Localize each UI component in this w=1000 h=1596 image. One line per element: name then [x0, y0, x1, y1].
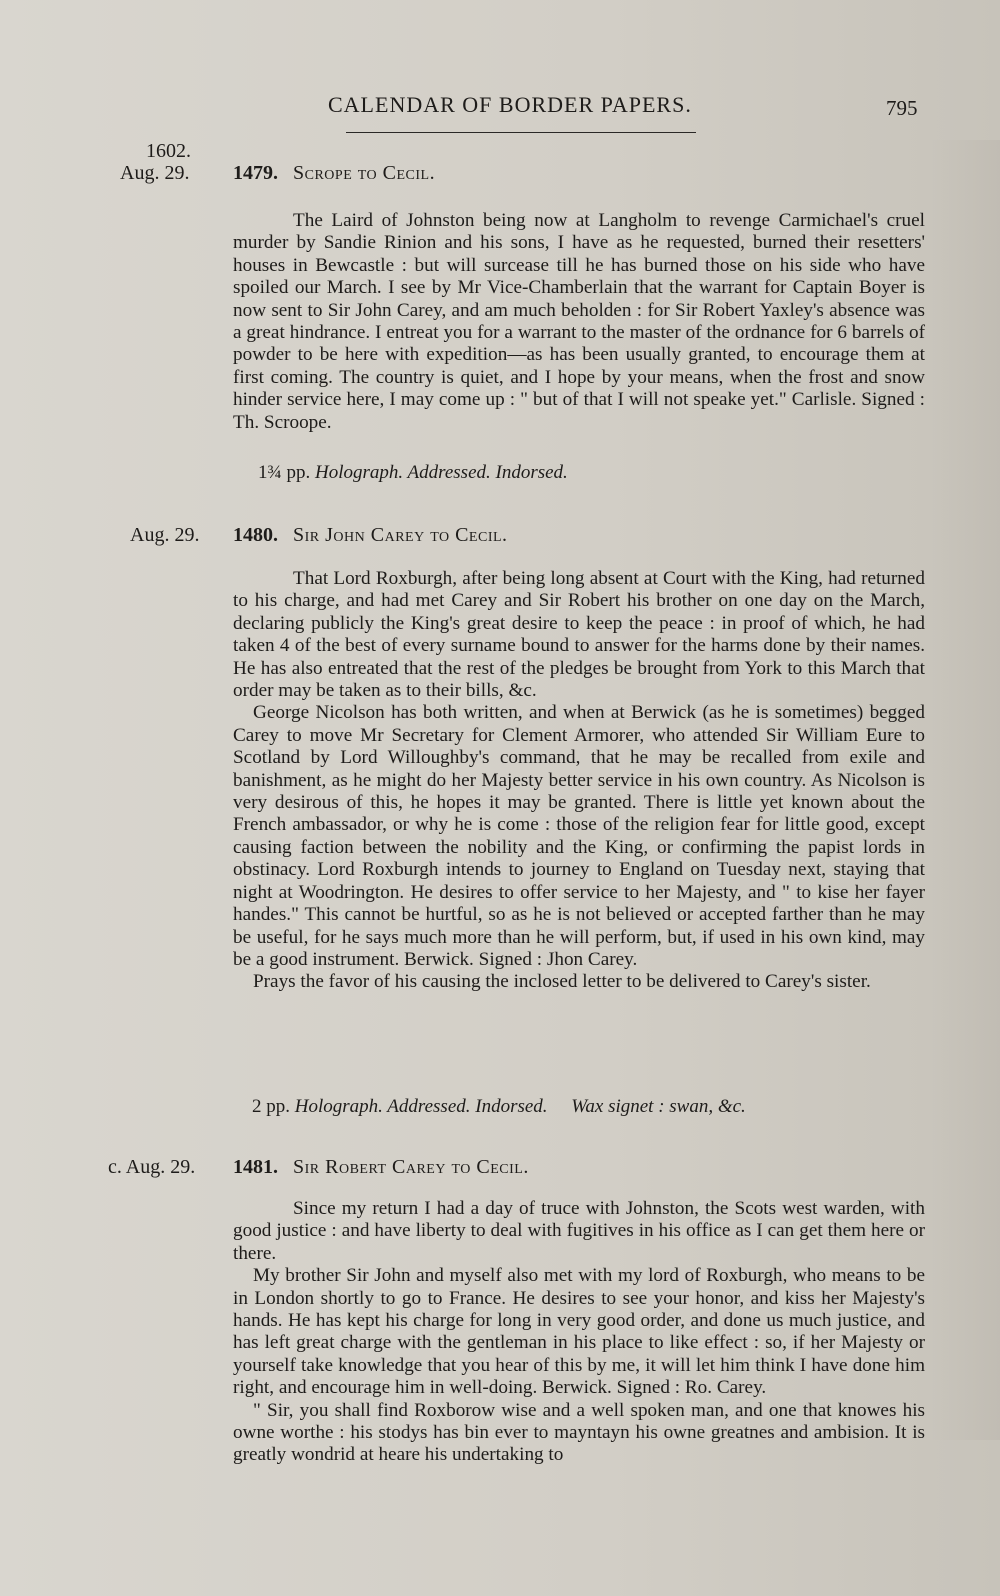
entry-heading — [233, 524, 508, 547]
page-shadow — [930, 140, 1000, 1440]
header-rule — [346, 132, 696, 133]
paragraph: Since my return I had a day of truce with Johnston, the Scots west warden, with good justice : and have liberty to deal with fugitives in his office as I can get them here or there. — [233, 1198, 925, 1264]
entry-body — [233, 1198, 925, 1467]
entry-body — [233, 210, 925, 434]
entry-date: Aug. 29. — [120, 162, 190, 184]
paragraph: My brother Sir John and myself also met with my lord of Roxburgh, who means to be in London shortly to go to France. He desires to see your honor, and kiss her Majesty's hands. He has kept his charge for long in very good order, and done us much justice, and has left great charge with the gentleman in his place to like effect : so, if her Majesty or yourself take knowledge that you hear of this by me, it will let him think I have done him right, and encourage him in well-doing. Berwick. Signed : Ro. Carey. — [233, 1265, 925, 1399]
entry-title: Sir Robert Carey to Cecil. — [293, 1156, 529, 1178]
entry-number: 1481. — [233, 1156, 278, 1178]
entry-date: Aug. 29. — [130, 524, 200, 546]
paragraph: " Sir, you shall find Roxborow wise and a well spoken man, and one that knowes his owne worthe : his stodys has bin ever to mayntayn his owne greatnes and ambision. It is greatly wondrid at heare his undertaking to — [233, 1399, 925, 1466]
paragraph: The Laird of Johnston being now at Langholm to revenge Carmichael's cruel murder by Sandie Rinion and his sons, I have as he requested, burned their resetters' houses in Bewcastle : but will surcease till he has burned those on his side who have spoiled our March. I see by Mr Vice-Chamberlain that the warrant for Captain Boyer is now sent to Sir John Carey, and am much beholden : for Sir Robert Yaxley's absence was a great hindrance. I entreat you for a warrant to the master of the ordnance for 6 barrels of powder to be here with expedition—as has been usually granted, to encourage them at first coming. The country is quiet, and I hope by your means, when the frost and snow hinder service here, I may come up : " but of that I will not speake yet." Carlisle. Signed : Th. Scroope. — [233, 210, 925, 433]
margin-year: 1602. — [146, 140, 191, 162]
entry-heading — [233, 1156, 529, 1179]
paragraph: Prays the favor of his causing the inclosed letter to be delivered to Carey's sister. — [253, 971, 871, 993]
running-title: CALENDAR OF BORDER PAPERS. — [328, 92, 692, 117]
paragraph: That Lord Roxburgh, after being long absent at Court with the King, had returned to his charge, and had met Carey and Sir Robert his brother on one day on the March, declaring publicly the King's great desire to keep the peace : in proof of which, he had taken 4 of the best of every surname bound to answer for the harms done by their names. He has also entreated that the rest of the pledges be brought from York to this March that order may be taken as to their bills, &c. — [233, 568, 925, 702]
entry-heading — [233, 162, 435, 185]
entry-date: c. Aug. 29. — [108, 1156, 196, 1178]
note-text: Holograph. Addressed. Indorsed. — [315, 462, 568, 483]
page-number: 795 — [886, 96, 918, 120]
entry-title: Scrope to Cecil. — [293, 162, 436, 184]
note-pages: 1¾ pp. — [258, 462, 311, 483]
entry-title: Sir John Carey to Cecil. — [293, 524, 508, 546]
paragraph: George Nicolson has both written, and when at Berwick (as he is sometimes) begged Carey to move Mr Secretary for Clement Armorer, who attended Sir William Eure to Scotland by Lord Willoughby's command, that he may be recalled from exile and banishment, as he might do her Majesty better service in his own country. As Nicolson is very desirous of this, he hopes it may be granted. There is little yet known about the French ambassador, or why he is come : those of the religion fear for little good, except causing faction between the nobility and the King, or confirming the papist lords in obstinacy. Lord Roxburgh intends to journey to England on Tuesday next, staying that night at Woodrington. He desires to offer service to her Majesty, and " to kise her fayer handes." This cannot be hurtful, so as he is not believed or accepted farther than he may be useful, for he says much more than he will perform, but, if used in his own kind, may be a good instrument. Berwick. Signed : Jhon Carey. — [233, 702, 925, 970]
entry-note — [258, 462, 568, 484]
entry-body — [233, 568, 925, 994]
note-text: Holograph. Addressed. Indorsed. Wax signet : swan, &c. — [294, 1096, 746, 1117]
entry-number: 1480. — [233, 524, 278, 546]
entry-number: 1479. — [233, 162, 278, 184]
note-pages: 2 pp. — [252, 1096, 290, 1117]
entry-note — [252, 1096, 746, 1118]
page-header — [0, 92, 1000, 132]
